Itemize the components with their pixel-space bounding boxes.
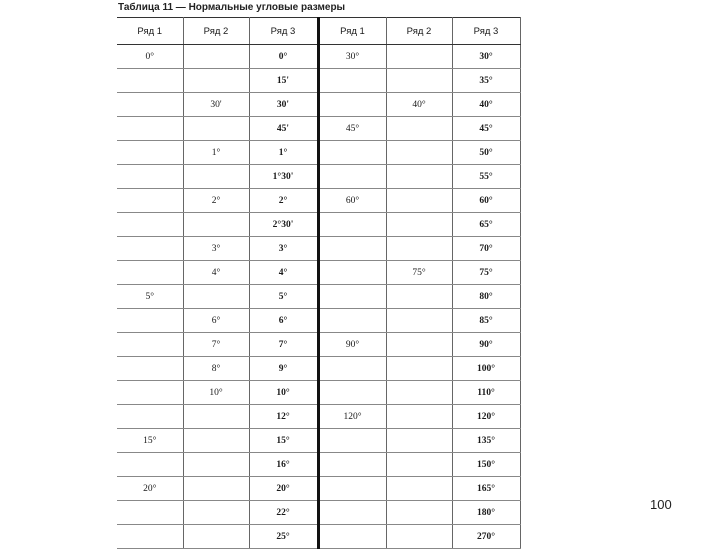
table-cell	[183, 117, 249, 141]
table-cell: 7°	[249, 333, 318, 357]
table-cell: 100°	[452, 357, 520, 381]
table-cell	[117, 69, 183, 93]
table-cell: 5°	[249, 285, 318, 309]
table-cell	[117, 117, 183, 141]
table-cell: 25°	[249, 525, 318, 549]
header-cell: Ряд 3	[249, 18, 318, 45]
table-cell	[183, 165, 249, 189]
table-cell	[117, 189, 183, 213]
table-cell: 12°	[249, 405, 318, 429]
table-cell: 10°	[249, 381, 318, 405]
header-row	[117, 18, 520, 45]
table-cell: 2°30'	[249, 213, 318, 237]
table-cell: 16°	[249, 453, 318, 477]
table-cell	[386, 237, 452, 261]
table-caption: Таблица 11 — Нормальные угловые размеры	[118, 2, 346, 13]
table-cell: 20°	[117, 477, 183, 501]
header-cell: Ряд 3	[452, 18, 520, 45]
table-cell: 6°	[183, 309, 249, 333]
table-cell: 1°	[249, 141, 318, 165]
table-row	[117, 237, 520, 261]
table-row	[117, 45, 520, 69]
table-row	[117, 261, 520, 285]
angle-sizes-table	[117, 17, 521, 549]
table-cell	[318, 309, 386, 333]
table-cell	[183, 525, 249, 549]
angle-sizes-table-container	[117, 17, 520, 540]
table-cell	[117, 525, 183, 549]
table-cell	[318, 261, 386, 285]
table-cell	[386, 309, 452, 333]
table-cell	[386, 45, 452, 69]
table-cell: 35°	[452, 69, 520, 93]
table-cell: 40°	[452, 93, 520, 117]
table-cell: 90°	[318, 333, 386, 357]
table-cell: 90°	[452, 333, 520, 357]
table-cell: 135°	[452, 429, 520, 453]
table-cell: 75°	[386, 261, 452, 285]
table-cell: 1°30'	[249, 165, 318, 189]
table-row	[117, 141, 520, 165]
table-cell	[386, 501, 452, 525]
table-cell: 0°	[249, 45, 318, 69]
table-cell	[386, 69, 452, 93]
table-cell	[386, 357, 452, 381]
table-cell	[183, 69, 249, 93]
table-cell	[183, 477, 249, 501]
table-cell: 30°	[452, 45, 520, 69]
table-cell: 15'	[249, 69, 318, 93]
table-row	[117, 189, 520, 213]
page-number: 100	[650, 497, 672, 512]
table-cell: 15°	[117, 429, 183, 453]
table-cell	[386, 117, 452, 141]
table-cell	[117, 165, 183, 189]
table-row	[117, 165, 520, 189]
table-cell	[183, 45, 249, 69]
table-cell: 80°	[452, 285, 520, 309]
table-cell: 8°	[183, 357, 249, 381]
table-cell: 40°	[386, 93, 452, 117]
table-cell: 3°	[249, 237, 318, 261]
header-cell: Ряд 2	[183, 18, 249, 45]
table-cell	[117, 501, 183, 525]
table-cell	[117, 309, 183, 333]
table-cell: 165°	[452, 477, 520, 501]
table-cell: 55°	[452, 165, 520, 189]
table-cell: 120°	[318, 405, 386, 429]
table-cell	[386, 285, 452, 309]
table-cell	[386, 381, 452, 405]
table-cell	[318, 285, 386, 309]
table-cell: 30'	[249, 93, 318, 117]
table-cell: 10°	[183, 381, 249, 405]
table-cell	[183, 213, 249, 237]
table-cell: 60°	[318, 189, 386, 213]
table-row	[117, 357, 520, 381]
header-cell: Ряд 1	[318, 18, 386, 45]
table-cell: 4°	[183, 261, 249, 285]
table-cell	[318, 501, 386, 525]
table-cell: 2°	[183, 189, 249, 213]
table-cell: 6°	[249, 309, 318, 333]
table-cell	[117, 333, 183, 357]
table-row	[117, 405, 520, 429]
table-cell: 120°	[452, 405, 520, 429]
table-cell	[117, 405, 183, 429]
table-cell: 5°	[117, 285, 183, 309]
table-cell	[386, 405, 452, 429]
table-cell: 65°	[452, 213, 520, 237]
table-cell	[318, 429, 386, 453]
table-cell	[386, 525, 452, 549]
table-cell: 15°	[249, 429, 318, 453]
table-cell	[117, 237, 183, 261]
table-cell: 110°	[452, 381, 520, 405]
table-row	[117, 69, 520, 93]
table-cell: 30°	[318, 45, 386, 69]
table-row	[117, 429, 520, 453]
table-cell: 7°	[183, 333, 249, 357]
table-cell	[318, 213, 386, 237]
table-cell: 2°	[249, 189, 318, 213]
table-cell	[318, 453, 386, 477]
table-cell	[318, 525, 386, 549]
table-cell	[318, 477, 386, 501]
table-cell: 4°	[249, 261, 318, 285]
table-cell	[183, 501, 249, 525]
table-cell: 22°	[249, 501, 318, 525]
table-cell: 20°	[249, 477, 318, 501]
table-cell	[318, 141, 386, 165]
table-cell: 70°	[452, 237, 520, 261]
table-cell: 270°	[452, 525, 520, 549]
table-cell: 45'	[249, 117, 318, 141]
table-cell: 30'	[183, 93, 249, 117]
table-cell	[386, 429, 452, 453]
table-cell: 75°	[452, 261, 520, 285]
table-row	[117, 285, 520, 309]
table-row	[117, 333, 520, 357]
table-cell	[386, 141, 452, 165]
table-cell	[117, 453, 183, 477]
table-cell: 0°	[117, 45, 183, 69]
table-row	[117, 117, 520, 141]
table-row	[117, 381, 520, 405]
table-row	[117, 501, 520, 525]
table-cell: 50°	[452, 141, 520, 165]
table-cell	[183, 429, 249, 453]
table-cell: 9°	[249, 357, 318, 381]
table-cell	[183, 453, 249, 477]
table-cell: 60°	[452, 189, 520, 213]
table-cell: 150°	[452, 453, 520, 477]
table-cell: 85°	[452, 309, 520, 333]
table-cell	[386, 477, 452, 501]
table-cell	[386, 189, 452, 213]
table-cell	[318, 357, 386, 381]
table-cell	[117, 357, 183, 381]
table-cell	[117, 141, 183, 165]
table-cell	[386, 213, 452, 237]
table-cell: 3°	[183, 237, 249, 261]
table-cell	[386, 453, 452, 477]
table-cell	[117, 93, 183, 117]
table-row	[117, 213, 520, 237]
table-cell	[318, 165, 386, 189]
header-cell: Ряд 1	[117, 18, 183, 45]
table-row	[117, 525, 520, 549]
table-cell	[117, 213, 183, 237]
table-row	[117, 309, 520, 333]
table-body	[117, 45, 520, 549]
table-cell	[117, 261, 183, 285]
table-cell	[318, 93, 386, 117]
table-cell	[318, 381, 386, 405]
table-cell: 45°	[318, 117, 386, 141]
table-cell	[117, 381, 183, 405]
table-cell: 45°	[452, 117, 520, 141]
table-row	[117, 453, 520, 477]
table-cell	[386, 333, 452, 357]
table-cell: 1°	[183, 141, 249, 165]
table-cell	[386, 165, 452, 189]
table-cell	[183, 405, 249, 429]
header-cell: Ряд 2	[386, 18, 452, 45]
table-row	[117, 93, 520, 117]
table-cell	[183, 285, 249, 309]
table-cell	[318, 69, 386, 93]
table-cell	[318, 237, 386, 261]
table-row	[117, 477, 520, 501]
table-cell: 180°	[452, 501, 520, 525]
